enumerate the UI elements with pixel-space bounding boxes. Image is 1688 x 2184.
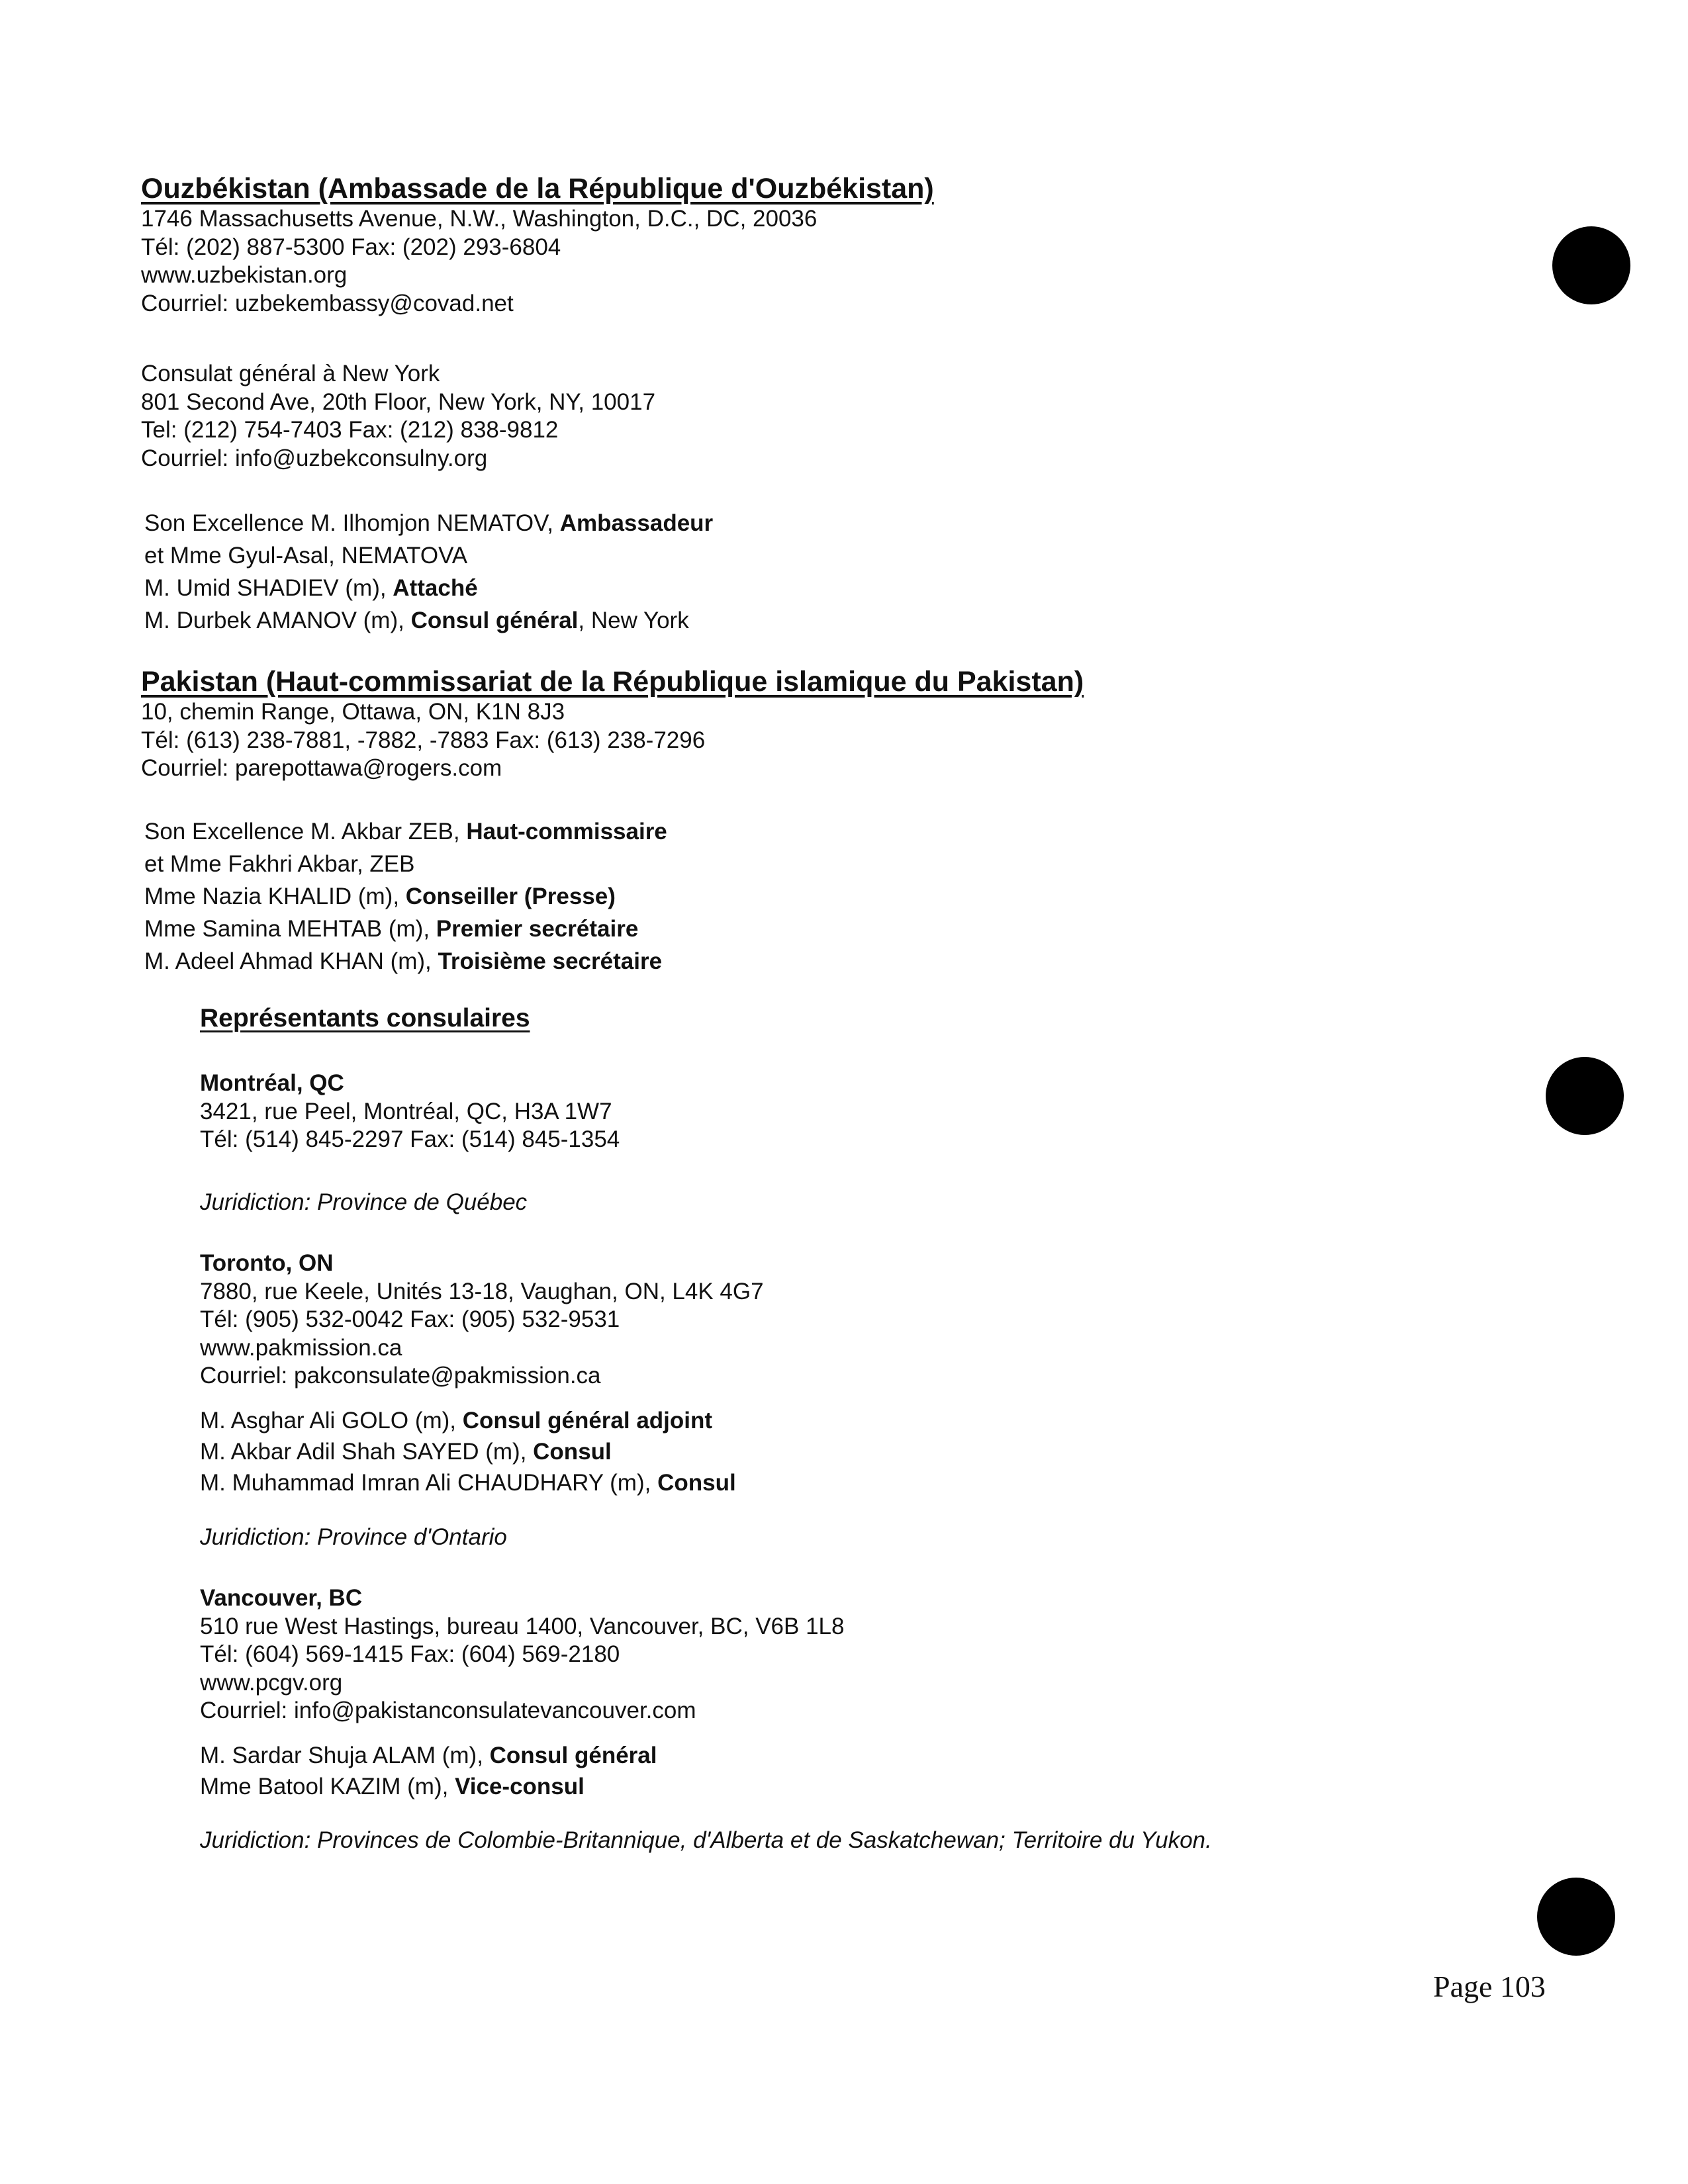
consular-heading-block bbox=[200, 1003, 530, 1034]
consular-heading: Représentants consulaires bbox=[200, 1004, 530, 1032]
email: Courriel: uzbekembassy@covad.net bbox=[141, 290, 514, 316]
consulate-toronto bbox=[200, 1250, 764, 1390]
uzbekistan-section bbox=[141, 172, 934, 318]
staff-entry: et Mme Fakhri Akbar, ZEB bbox=[144, 851, 415, 877]
phone-fax: Tél: (514) 845-2297 Fax: (514) 845-1354 bbox=[200, 1126, 620, 1152]
punch-hole-middle bbox=[1546, 1057, 1624, 1135]
jurisdiction: Juridiction: Provinces de Colombie-Britannique, d'Alberta et de Saskatchewan; Territoire du Yukon. bbox=[200, 1827, 1212, 1853]
pakistan-section bbox=[141, 665, 1084, 783]
email: Courriel: pakconsulate@pakmission.ca bbox=[200, 1363, 601, 1388]
staff-entry: M. Umid SHADIEV (m), Attaché bbox=[144, 575, 478, 601]
uzbekistan-staff-list bbox=[144, 510, 713, 639]
section-heading: Pakistan (Haut-commissariat de la République islamique du Pakistan) bbox=[141, 666, 1084, 698]
address: 10, chemin Range, Ottawa, ON, K1N 8J3 bbox=[141, 699, 565, 725]
website: www.uzbekistan.org bbox=[141, 262, 348, 288]
staff-entry: Mme Nazia KHALID (m), Conseiller (Presse) bbox=[144, 884, 616, 909]
phone-fax: Tél: (202) 887-5300 Fax: (202) 293-6804 bbox=[141, 234, 561, 260]
staff-entry: Mme Samina MEHTAB (m), Premier secrétaire bbox=[144, 916, 639, 942]
staff-entry: Son Excellence M. Akbar ZEB, Haut-commissaire bbox=[144, 819, 667, 844]
pakistan-staff-list bbox=[144, 818, 667, 980]
phone-fax: Tél: (604) 569-1415 Fax: (604) 569-2180 bbox=[200, 1641, 620, 1667]
staff-entry: Mme Batool KAZIM (m), Vice-consul bbox=[200, 1774, 585, 1799]
consulate-montreal bbox=[200, 1069, 620, 1154]
address: 3421, rue Peel, Montréal, QC, H3A 1W7 bbox=[200, 1098, 612, 1124]
vancouver-staff-list bbox=[200, 1742, 657, 1804]
page-number: Page 103 bbox=[1433, 1970, 1546, 2003]
staff-entry: M. Adeel Ahmad KHAN (m), Troisième secrétaire bbox=[144, 948, 663, 974]
montreal-jurisdiction-block bbox=[200, 1189, 527, 1217]
punch-hole-top bbox=[1552, 226, 1630, 304]
staff-entry: M. Muhammad Imran Ali CHAUDHARY (m), Consul bbox=[200, 1470, 736, 1496]
jurisdiction: Juridiction: Province de Québec bbox=[200, 1189, 528, 1215]
consulate-vancouver bbox=[200, 1584, 844, 1725]
staff-entry: M. Durbek AMANOV (m), Consul général, New York bbox=[144, 608, 689, 633]
website: www.pakmission.ca bbox=[200, 1334, 402, 1361]
staff-entry: et Mme Gyul-Asal, NEMATOVA bbox=[144, 543, 468, 569]
vancouver-jurisdiction-block bbox=[200, 1827, 1212, 1855]
section-heading: Ouzbékistan (Ambassade de la République d'Ouzbékistan) bbox=[141, 173, 934, 205]
staff-entry: M. Sardar Shuja ALAM (m), Consul général bbox=[200, 1743, 657, 1768]
city-heading: Vancouver, BC bbox=[200, 1585, 363, 1611]
punch-hole-bottom bbox=[1537, 1878, 1615, 1956]
address: 7880, rue Keele, Unités 13-18, Vaughan, ON, L4K 4G7 bbox=[200, 1278, 764, 1304]
email: Courriel: info@pakistanconsulatevancouver.com bbox=[200, 1698, 696, 1723]
consulate-email: Courriel: info@uzbekconsulny.org bbox=[141, 445, 488, 471]
staff-entry: M. Akbar Adil Shah SAYED (m), Consul bbox=[200, 1439, 612, 1465]
staff-entry: Son Excellence M. Ilhomjon NEMATOV, Ambassadeur bbox=[144, 510, 714, 536]
city-heading: Toronto, ON bbox=[200, 1250, 334, 1276]
consulate-address: 801 Second Ave, 20th Floor, New York, NY, 10017 bbox=[141, 388, 656, 415]
jurisdiction: Juridiction: Province d'Ontario bbox=[200, 1524, 507, 1550]
email: Courriel: parepottawa@rogers.com bbox=[141, 755, 502, 781]
address: 1746 Massachusetts Avenue, N.W., Washington, D.C., DC, 20036 bbox=[141, 206, 818, 232]
phone-fax: Tél: (905) 532-0042 Fax: (905) 532-9531 bbox=[200, 1306, 620, 1332]
city-heading: Montréal, QC bbox=[200, 1070, 344, 1096]
website: www.pcgv.org bbox=[200, 1669, 343, 1696]
staff-entry: M. Asghar Ali GOLO (m), Consul général adjoint bbox=[200, 1408, 713, 1433]
toronto-staff-list bbox=[200, 1407, 736, 1500]
phone-fax: Tél: (613) 238-7881, -7882, -7883 Fax: (613) 238-7296 bbox=[141, 727, 706, 753]
consulate-phone-fax: Tel: (212) 754-7403 Fax: (212) 838-9812 bbox=[141, 417, 559, 443]
uzbekistan-consulate bbox=[141, 360, 655, 473]
address: 510 rue West Hastings, bureau 1400, Vancouver, BC, V6B 1L8 bbox=[200, 1613, 845, 1639]
consulate-title: Consulat général à New York bbox=[141, 361, 440, 387]
toronto-jurisdiction-block bbox=[200, 1524, 507, 1552]
